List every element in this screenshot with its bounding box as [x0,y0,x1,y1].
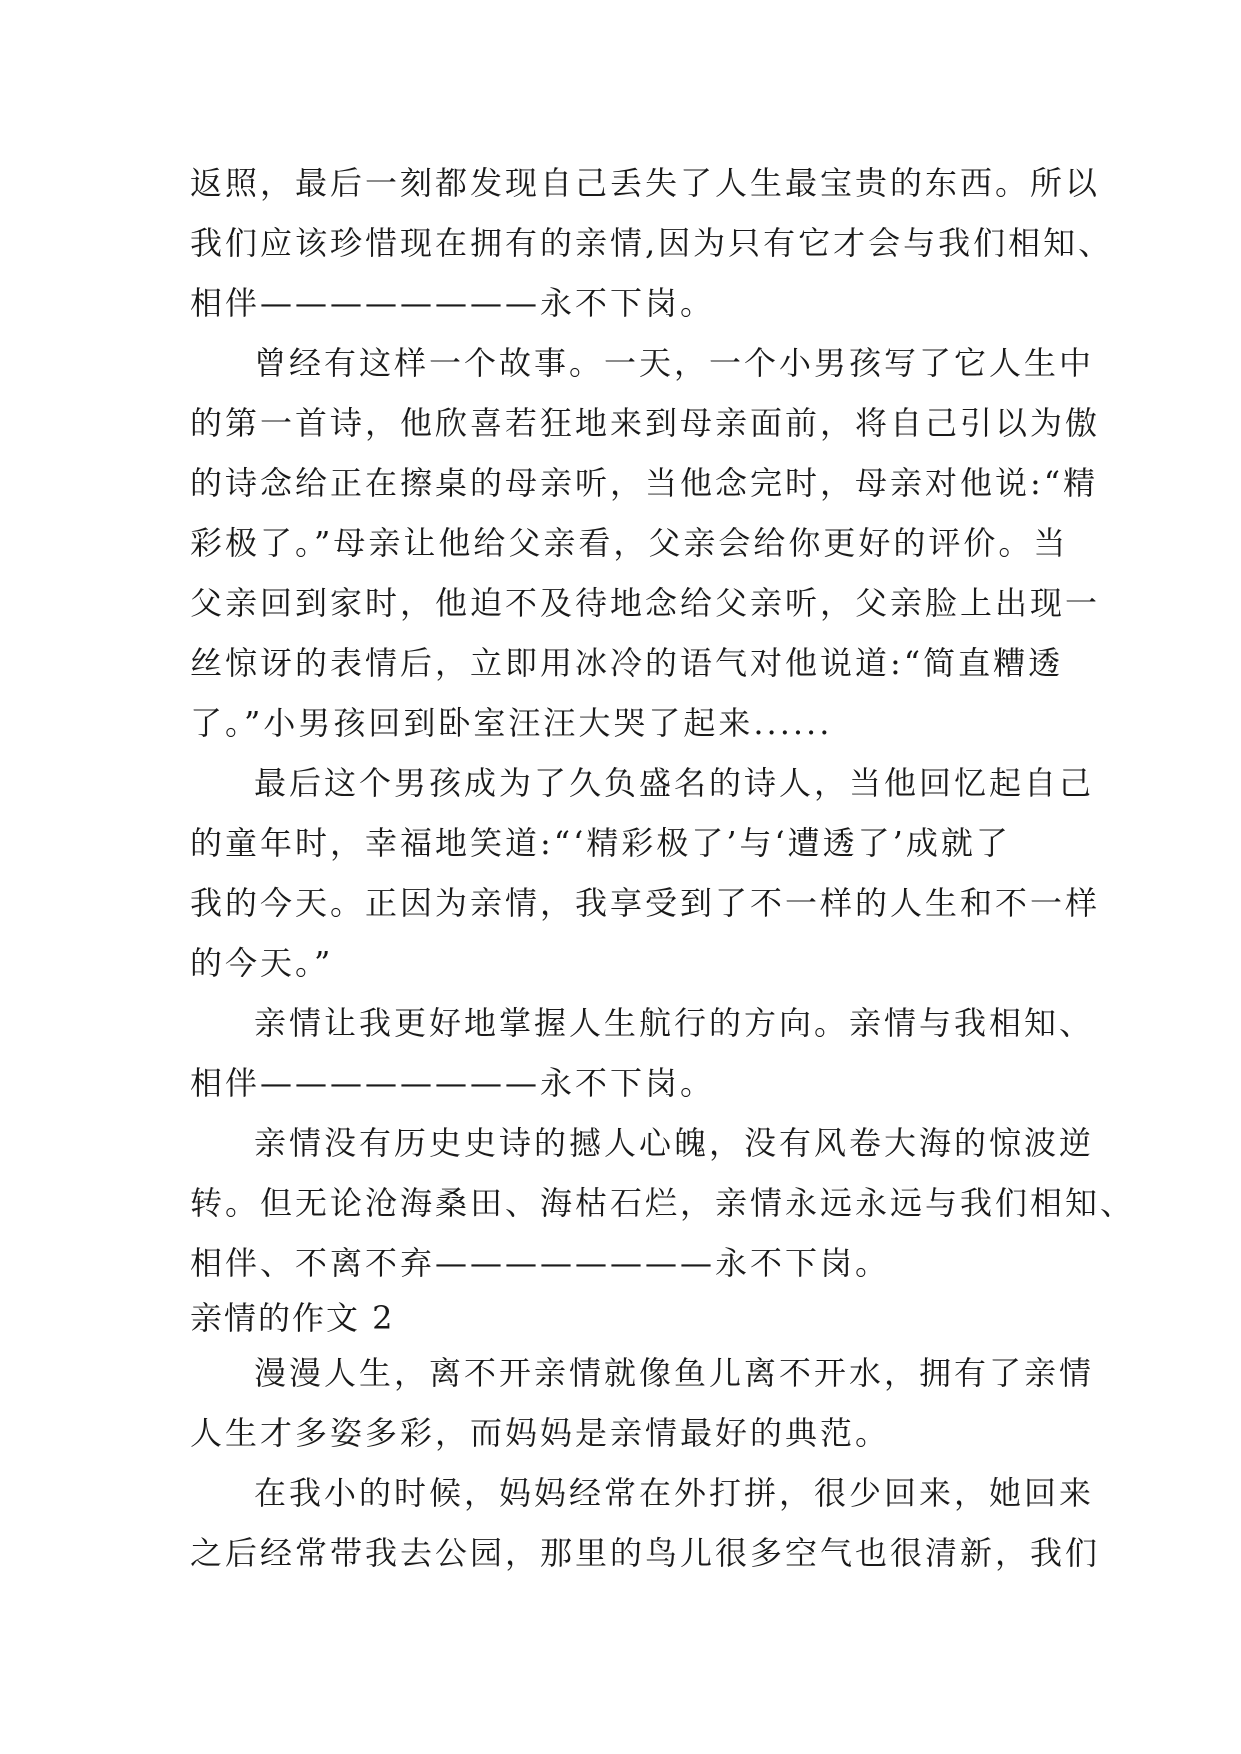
text-line: 的第一首诗，他欣喜若狂地来到母亲面前，将自己引以为傲 [190,404,1101,442]
paragraph-first-line: 在我小的时候，妈妈经常在外打拼，很少回来，她回来 [254,1474,1095,1512]
paragraph-first-line: 亲情没有历史史诗的撼人心魄，没有风卷大海的惊波逆 [254,1124,1095,1162]
text-line: 丝惊讶的表情后，立即用冰冷的语气对他说道:“简直糟透 [190,644,1064,682]
paragraph-first-line: 漫漫人生，离不开亲情就像鱼儿离不开水，拥有了亲情 [254,1354,1095,1392]
text-line: 转。但无论沧海桑田、海枯石烂，亲情永远永远与我们相知、 [190,1184,1136,1222]
text-line: 之后经常带我去公园，那里的鸟儿很多空气也很清新，我们 [190,1534,1101,1572]
text-line: 相伴————————永不下岗。 [190,1064,716,1102]
paragraph-first-line: 最后这个男孩成为了久负盛名的诗人，当他回忆起自己 [254,764,1095,802]
text-line: 的童年时，幸福地笑道:“‘精彩极了’与‘遭透了’成就了 [190,824,1011,862]
text-line: 人生才多姿多彩，而妈妈是亲情最好的典范。 [190,1414,891,1452]
paragraph-first-line: 亲情让我更好地掌握人生航行的方向。亲情与我相知、 [254,1004,1095,1042]
text-line: 我们应该珍惜现在拥有的亲情,因为只有它才会与我们相知、 [190,224,1114,262]
text-line: 相伴————————永不下岗。 [190,284,716,322]
text-line: 相伴、不离不弃————————永不下岗。 [190,1244,891,1282]
text-line: 了。”小男孩回到卧室汪汪大哭了起来...... [190,704,833,742]
text-line: 的今天。” [190,944,334,982]
text-line: 我的今天。正因为亲情，我享受到了不一样的人生和不一样 [190,884,1101,922]
text-line: 彩极了。”母亲让他给父亲看，父亲会给你更好的评价。当 [190,524,1069,562]
paragraph-first-line: 曾经有这样一个故事。一天，一个小男孩写了它人生中 [254,344,1095,382]
text-line: 返照，最后一刻都发现自己丢失了人生最宝贵的东西。所以 [190,164,1101,202]
section-heading: 亲情的作文 2 [190,1299,395,1337]
text-line: 的诗念给正在擦桌的母亲听，当他念完时，母亲对他说:“精 [190,464,1099,502]
text-line: 父亲回到家时，他迫不及待地念给父亲听，父亲脸上出现一 [190,584,1101,622]
